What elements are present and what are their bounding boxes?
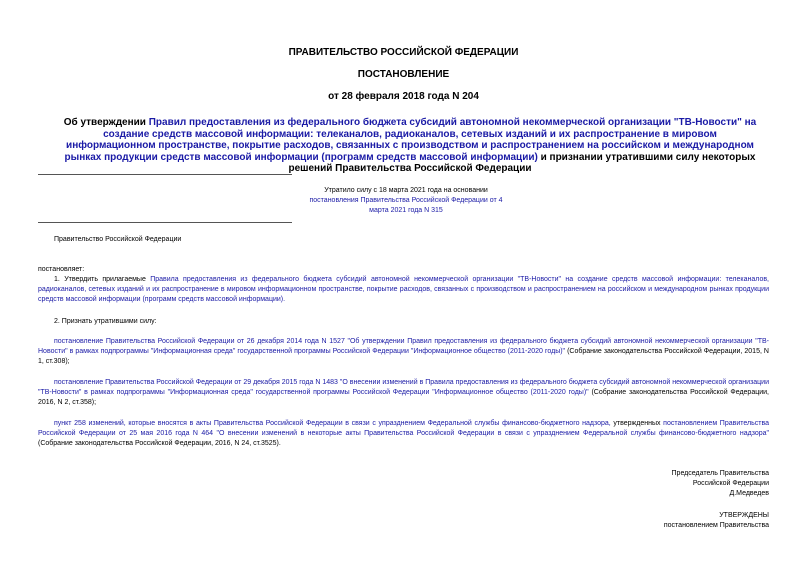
repealed-3-link[interactable]: пункт 258 изменений, которые вносятся в акты Правительства Российской Федерации в связи с упразднением Федеральной службы финансово-бюджетного надзора, [54,420,611,427]
title-rules-link[interactable]: Правил предоставления из федерального бюджета субсидий автономной некоммерческой организации "ТВ-Новости" на создание средств массовой информации: телеканалов, радиоканалов, сетевых изданий и их распространение в мировом информационном пространстве, покрытие расходов, связанных с производством и распространением на российском и международном рынках продукции средств массовой информации (программ средств массовой информации) [64,117,757,163]
repealed-item-3 [38,419,769,449]
item-2: 2. Признать утратившими силу: [54,318,157,325]
document-date-number: от 28 февраля 2018 года N 204 [328,91,479,102]
issuer-line: Правительство Российской Федерации [54,236,182,243]
title-prefix: Об утверждении [63,117,149,128]
repealed-3-tail: (Собрание законодательства Российской Федерации, 2016, N 24, ст.3525). [38,440,281,447]
status-note [300,186,512,216]
decides-line: постановляет: [38,266,85,273]
repealed-item-1 [38,337,769,367]
item-1-rules-link[interactable]: Правила предоставления из федерального бюджета субсидий автономной некоммерческой организации "ТВ-Новости" на создание средств массовой информации: телеканалов, радиоканалов, сетевых изданий и их распространение в мировом информационном пространстве, покрытие расходов, связанных с производством и распространением на российском и международном рынках продукции средств массовой информации (программ средств массовой информации). [38,276,769,303]
repealed-1-tail: (Собрание законодательства Российской Федерации, 2015, N 1, ст.308); [38,348,769,365]
item-1-prefix: 1. Утвердить прилагаемые [54,276,151,283]
repealed-1-link[interactable]: постановление Правительства Российской Федерации от 26 декабря 2014 года N 1527 "Об утверждении Правил предоставления из федерального бюджета субсидий автономной некоммерческой организации "ТВ-Новости" в рамках подпрограммы "Информационная среда" государственной программы Российской Федерации "Информационное общество (2011-2020 годы)" [38,338,769,355]
signature-name: Д.Медведев [729,490,769,497]
repealed-2-tail: (Собрание законодательства Российской Федерации, 2016, N 2, ст.358); [38,389,769,406]
repealed-3-link2[interactable]: постановлением Правительства Российской Федерации от 25 мая 2016 года N 464 "О внесении изменений в некоторые акты Правительства Российской Федерации в связи с упразднением Федеральной службы финансово-бюджетного надзора" [38,420,770,437]
signature-position: Председатель Правительства [671,470,769,477]
status-note-link[interactable]: постановления Правительства Российской Федерации от 4 марта 2021 года N 315 [309,197,503,214]
approval-by: постановлением Правительства [663,522,769,529]
status-note-text: Утратило силу с 18 марта 2021 года на основании [324,187,488,194]
government-heading: ПРАВИТЕЛЬСТВО РОССИЙСКОЙ ФЕДЕРАЦИИ [288,47,519,58]
approval-block [569,511,769,531]
item-1 [38,275,769,305]
signature-block [569,469,769,499]
approval-heading: УТВЕРЖДЕНЫ [719,512,769,519]
document-type-heading: ПОСТАНОВЛЕНИЕ [357,69,450,80]
repealed-3-middle: утвержденных [610,420,664,427]
document-title [58,117,762,175]
title-suffix: и признании утратившими силу некоторых решений Правительства Российской Федерации [288,151,756,174]
repealed-2-link[interactable]: постановление Правительства Российской Федерации от 29 декабря 2015 года N 1483 "О внесении изменений в Правила предоставления из федерального бюджета субсидий автономной некоммерческой организации "ТВ-Новости" в рамках подпрограммы "Информационная среда" государственной программы Российской Федерации "Информационное общество (2011-2020 годы)" [38,379,769,396]
divider-top [38,174,292,175]
divider-bottom [38,222,292,223]
signature-country: Российской Федерации [692,480,769,487]
repealed-item-2 [38,378,769,408]
